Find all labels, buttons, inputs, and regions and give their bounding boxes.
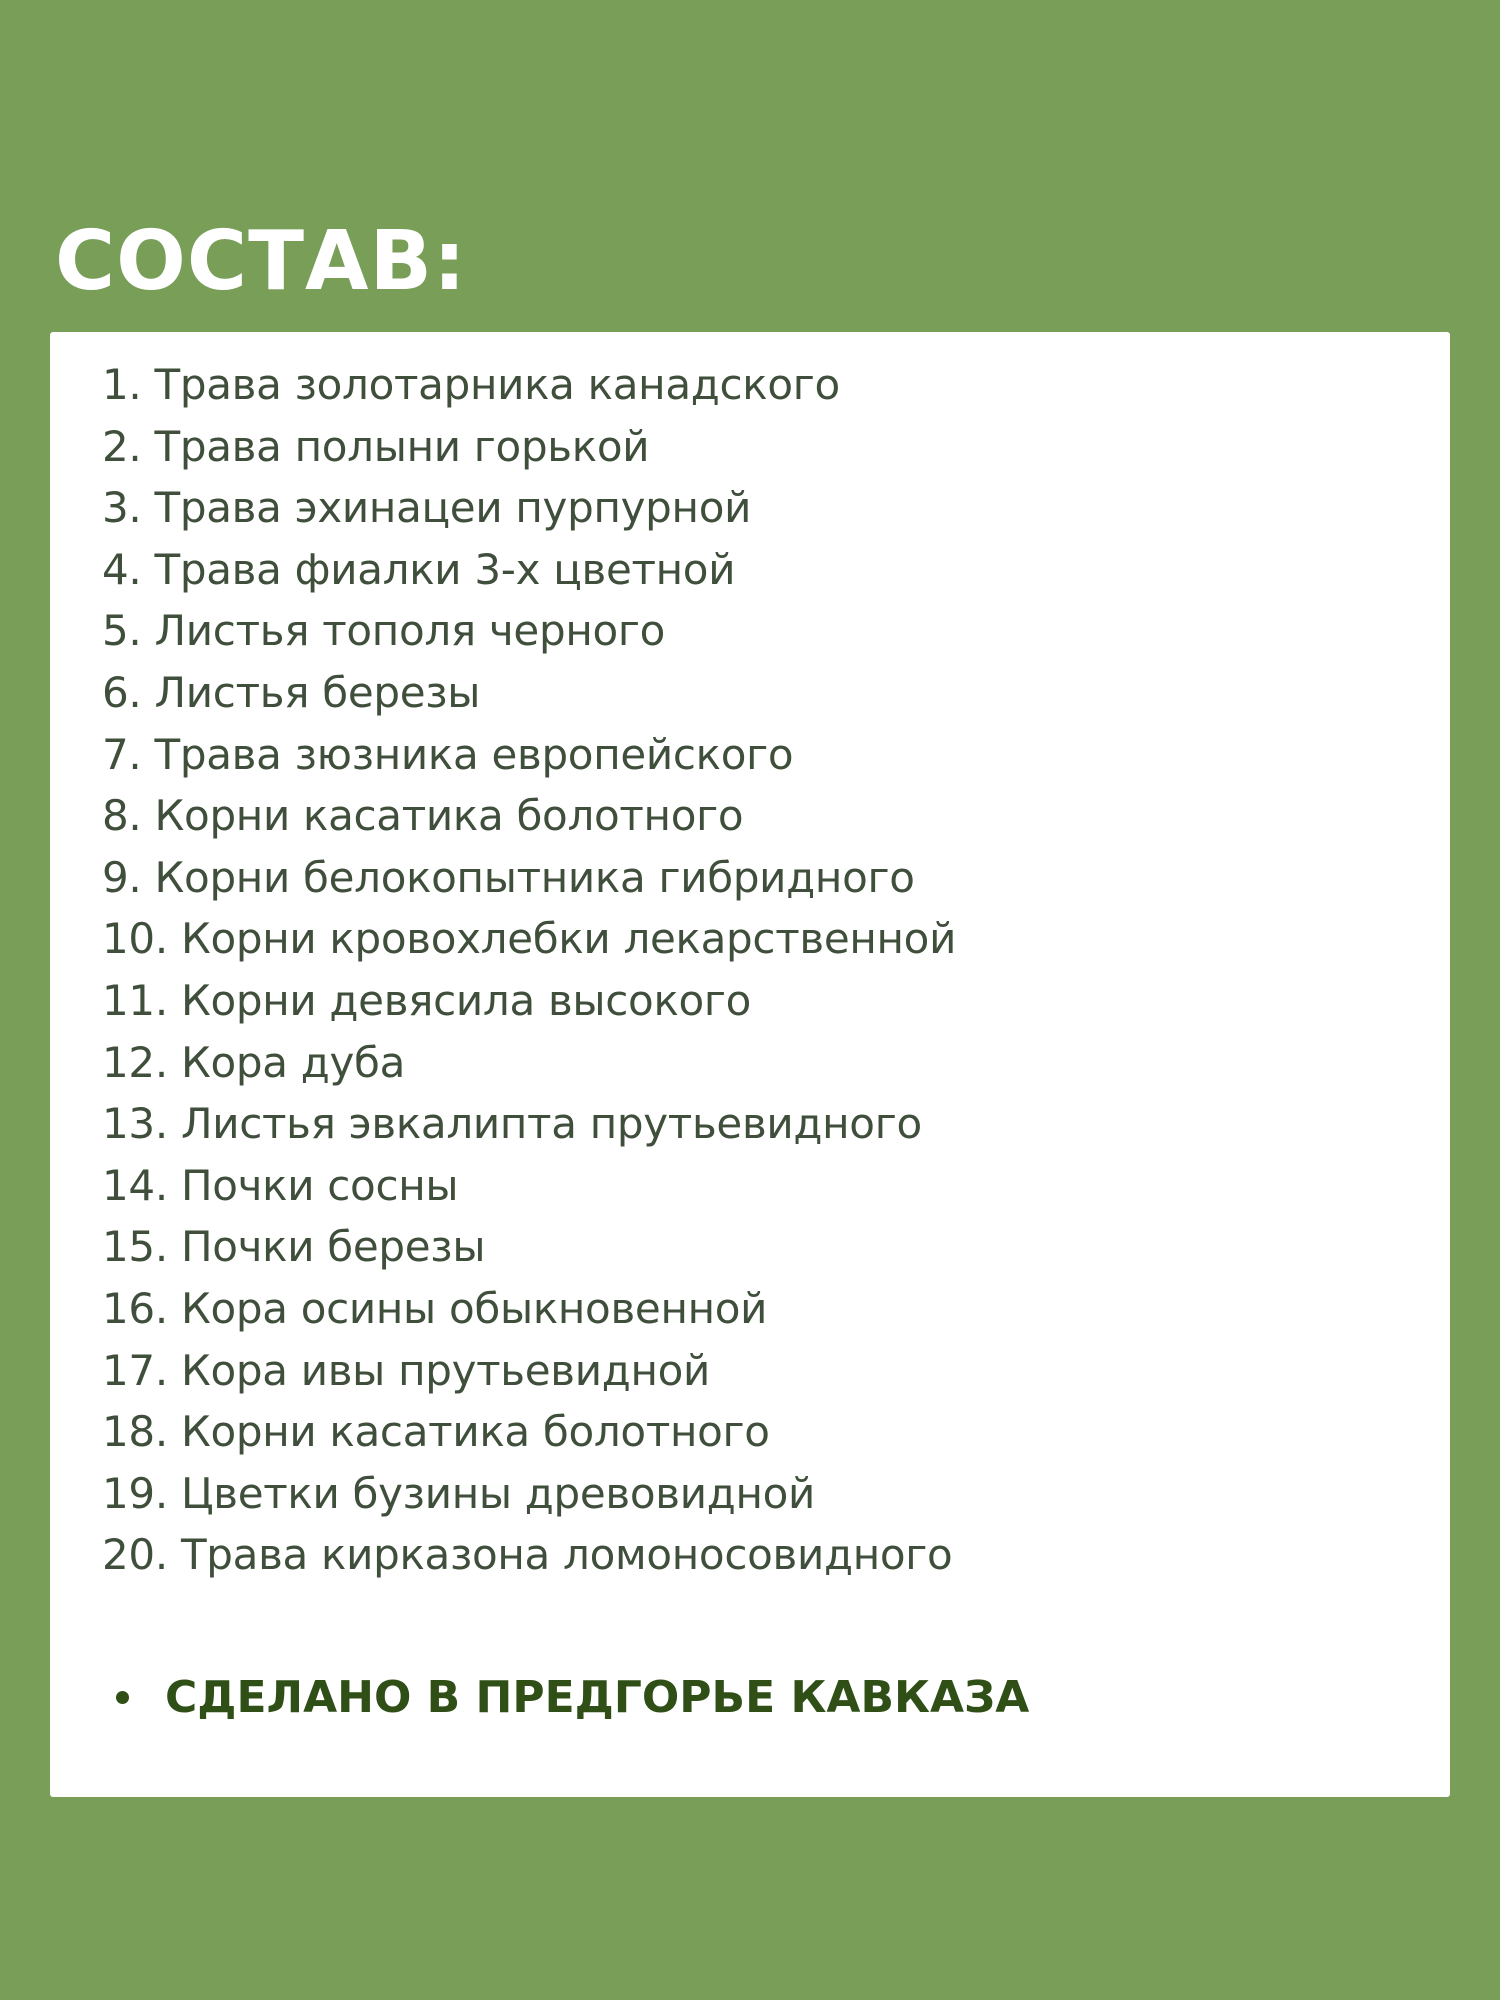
list-item: 7. Трава зюзника европейского xyxy=(102,729,794,779)
list-item: 3. Трава эхинацеи пурпурной xyxy=(102,483,752,533)
list-item: 5. Листья тополя черного xyxy=(102,606,666,656)
list-item: 19. Цветки бузины древовидной xyxy=(102,1468,816,1518)
origin-note-text: СДЕЛАНО В ПРЕДГОРЬЕ КАВКАЗА xyxy=(165,1672,1030,1723)
bullet-icon xyxy=(116,1691,129,1704)
list-item: 12. Кора дуба xyxy=(102,1037,406,1087)
ingredient-list xyxy=(102,354,956,1586)
list-item: 18. Корни касатика болотного xyxy=(102,1407,770,1457)
list-item: 11. Корни девясила высокого xyxy=(102,975,752,1025)
list-item: 10. Корни кровохлебки лекарственной xyxy=(102,914,957,964)
ingredients-card xyxy=(50,332,1450,1797)
page-title: СОСТАВ: xyxy=(55,214,467,309)
list-item: 13. Листья эвкалипта прутьевидного xyxy=(102,1099,922,1149)
list-item: 9. Корни белокопытника гибридного xyxy=(102,852,915,902)
list-item: 17. Кора ивы прутьевидной xyxy=(102,1345,711,1395)
origin-note xyxy=(116,1672,1029,1723)
list-item: 4. Трава фиалки 3-х цветной xyxy=(102,544,736,594)
list-item: 2. Трава полыни горькой xyxy=(102,421,650,471)
list-item: 15. Почки березы xyxy=(102,1222,486,1272)
list-item: 8. Корни касатика болотного xyxy=(102,791,744,841)
list-item: 1. Трава золотарника канадского xyxy=(102,360,840,409)
list-item: 16. Кора осины обыкновенной xyxy=(102,1283,768,1333)
list-item: 6. Листья березы xyxy=(102,667,481,717)
list-item: 20. Трава кирказона ломоносовидного xyxy=(102,1530,953,1580)
list-item: 14. Почки сосны xyxy=(102,1160,459,1210)
